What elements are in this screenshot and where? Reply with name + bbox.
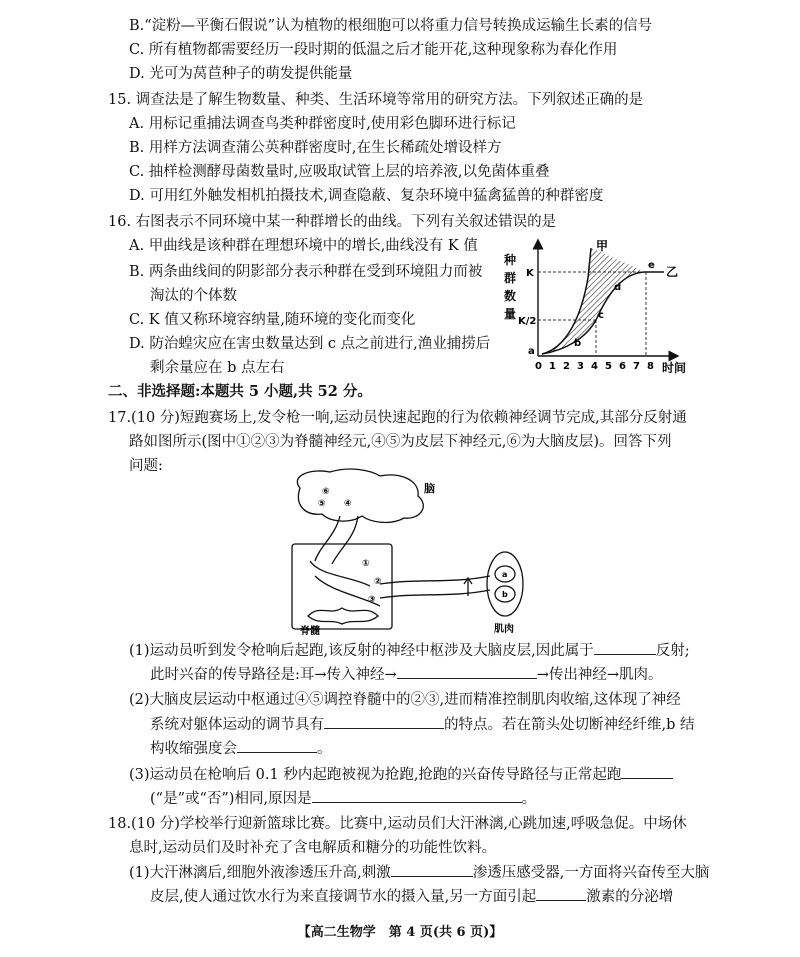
x-tick-4: 4 bbox=[591, 361, 598, 372]
node-4: ④ bbox=[344, 499, 352, 509]
option-b-q15: B. 用样方法调查蒲公英种群密度时,在生长稀疏处增设样方 bbox=[129, 140, 502, 156]
q17-3-text-a: (3)运动员在枪响后 0.1 秒内起跑被视为抢跑,抢跑的兴奋传导路径与正常起跑 bbox=[129, 767, 622, 783]
option-c-q16: C. K 值又称环境容纳量,随环境的变化而变化 bbox=[129, 312, 416, 328]
question-18-stem-2: 息时,运动员们及时补充了含电解质和糖分的功能性饮料。 bbox=[129, 840, 497, 856]
point-d: d bbox=[614, 282, 622, 293]
option-c-q15: C. 抽样检测酵母菌数量时,应吸取试管上层的培养液,以免菌体重叠 bbox=[129, 164, 550, 180]
q17-2-text-b: 系统对躯体运动的调节具有 bbox=[150, 717, 324, 733]
option-c-q14: C. 所有植物都需要经历一段时期的低温之后才能开花,这种现象称为春化作用 bbox=[129, 42, 618, 58]
q17-3-blank-1[interactable] bbox=[621, 764, 673, 779]
q18-part1-line1 bbox=[129, 862, 709, 883]
x-tick-0: 0 bbox=[535, 361, 542, 372]
brain-outline bbox=[297, 469, 423, 522]
option-a-q16: A. 甲曲线是该种群在理想环境中的增长,曲线没有 K 值 bbox=[129, 238, 478, 254]
x-tick-2: 2 bbox=[563, 361, 570, 372]
option-b-q16: B. 两条曲线间的阴影部分表示种群在受到环境阻力而被 bbox=[129, 264, 483, 280]
option-b-q16-cont: 淘汰的个体数 bbox=[150, 288, 237, 304]
x-tick-5: 5 bbox=[605, 361, 612, 372]
node-1: ① bbox=[362, 559, 370, 569]
q17-2-blank-2[interactable] bbox=[237, 738, 317, 753]
question-16-stem: 16. 右图表示不同环境中某一种群增长的曲线。下列有关叙述错误的是 bbox=[108, 214, 557, 230]
q18-1-text-d: 激素的分泌增 bbox=[586, 889, 674, 905]
y-axis-label-1: 种 bbox=[504, 253, 517, 267]
option-d-q14: D. 光可为莴苣种子的萌发提供能量 bbox=[129, 66, 353, 82]
x-tick-8: 8 bbox=[647, 361, 654, 372]
muscle bbox=[487, 552, 523, 616]
q17-1-blank-2[interactable] bbox=[397, 664, 537, 679]
curve-label-jia: 甲 bbox=[596, 239, 609, 253]
q18-1-blank-1[interactable] bbox=[391, 862, 473, 877]
page-footer: 【高二生物学 第 4 页(共 6 页)】 bbox=[297, 925, 503, 940]
q17-3-text-b: (“是”或“否”)相同,原因是 bbox=[150, 791, 312, 807]
point-a: a bbox=[528, 346, 535, 357]
grey-matter bbox=[308, 608, 378, 624]
muscle-part-b-label: b bbox=[502, 590, 508, 599]
neural-pathway-diagram bbox=[270, 466, 550, 636]
q17-part2-line3 bbox=[150, 738, 332, 759]
y-axis-label-4: 量 bbox=[504, 307, 517, 321]
point-c: c bbox=[598, 310, 604, 321]
q17-part1-line2 bbox=[150, 664, 663, 685]
y-axis-label-3: 数 bbox=[504, 289, 517, 303]
q17-part3-line1 bbox=[129, 764, 673, 785]
q18-part1-line2 bbox=[150, 886, 673, 907]
point-b: b bbox=[574, 338, 582, 349]
curve-label-yi: 乙 bbox=[666, 265, 679, 279]
q17-1-text-b: 反射; bbox=[655, 643, 690, 659]
option-b-q14: B.“淀粉—平衡石假说”认为植物的根细胞可以将重力信号转换成运输生长素的信号 bbox=[129, 18, 653, 34]
option-a-q15: A. 用标记重捕法调查鸟类种群密度时,使用彩色脚环进行标记 bbox=[129, 116, 516, 132]
x-tick-7: 7 bbox=[633, 361, 640, 372]
section-heading: 二、非选择题:本题共 5 小题,共 52 分。 bbox=[108, 383, 372, 400]
node-5: ⑤ bbox=[318, 499, 326, 509]
descending-tract bbox=[315, 516, 358, 564]
q17-2-blank-1[interactable] bbox=[324, 714, 444, 729]
x-tick-1: 1 bbox=[549, 361, 556, 372]
q17-1-text-d: →传出神经→肌肉。 bbox=[536, 667, 663, 683]
nerve-to-muscle bbox=[380, 576, 490, 598]
q18-1-text-c: 皮层,使人通过饮水行为来直接调节水的摄入量,另一方面引起 bbox=[150, 889, 537, 905]
brain-label: 脑 bbox=[424, 482, 435, 495]
node-6: ⑥ bbox=[322, 487, 330, 497]
spinal-cord-label: 脊髓 bbox=[300, 626, 320, 636]
y-tick-k: K bbox=[526, 268, 534, 279]
q17-1-text-c: 此时兴奋的传导路径是:耳→传入神经→ bbox=[150, 667, 397, 683]
option-d-q15: D. 可用红外触发相机拍摄技术,调查隐蔽、复杂环境中猛禽猛兽的种群密度 bbox=[129, 188, 604, 204]
option-d-q16-cont: 剩余量应在 b 点左右 bbox=[150, 360, 285, 376]
q17-2-text-d: 构收缩强度会 bbox=[150, 741, 237, 757]
question-17-stem: 17.(10 分)短跑赛场上,发令枪一响,运动员快速起跑的行为依赖神经调节完成,其部分反射通 bbox=[108, 410, 687, 426]
q17-3-text-c: 。 bbox=[521, 791, 537, 807]
point-e: e bbox=[648, 260, 655, 271]
population-growth-graph bbox=[496, 238, 706, 388]
q18-1-text-b: 渗透压感受器,一方面将兴奋传至大脑 bbox=[472, 865, 710, 881]
option-d-q16: D. 防治蝗灾应在害虫数量达到 c 点之前进行,渔业捕捞后 bbox=[129, 336, 491, 352]
question-15-stem: 15. 调查法是了解生物数量、种类、生活环境等常用的研究方法。下列叙述正确的是 bbox=[108, 92, 644, 108]
x-tick-6: 6 bbox=[619, 361, 626, 372]
x-tick-3: 3 bbox=[577, 361, 584, 372]
q17-3-blank-2[interactable] bbox=[312, 788, 522, 803]
question-18-stem: 18.(10 分)学校举行迎新篮球比赛。比赛中,运动员们大汗淋漓,心跳加速,呼吸急促。中场休 bbox=[108, 816, 687, 832]
q17-2-text-e: 。 bbox=[317, 741, 332, 757]
node-2: ② bbox=[374, 577, 382, 587]
muscle-part-a-label: a bbox=[502, 570, 508, 579]
q17-1-text-a: (1)运动员听到发令枪响后起跑,该反射的神经中枢涉及大脑皮层,因此属于 bbox=[129, 643, 594, 659]
muscle-label: 肌肉 bbox=[494, 624, 514, 635]
q17-1-blank-1[interactable] bbox=[594, 640, 656, 655]
y-tick-k-half: K/2 bbox=[518, 316, 537, 327]
q18-1-blank-2[interactable] bbox=[536, 886, 586, 901]
q17-part2-line2 bbox=[150, 714, 695, 735]
q17-2-text-c: 的特点。若在箭头处切断神经纤维,b 结 bbox=[444, 717, 695, 733]
node-3: ③ bbox=[368, 595, 376, 605]
x-axis-label: 时间 bbox=[662, 361, 687, 375]
question-17-stem-2: 路如图所示(图中①②③为脊髓神经元,④⑤为皮层下神经元,⑥为大脑皮层)。回答下列 bbox=[129, 434, 672, 450]
q18-1-text-a: (1)大汗淋漓后,细胞外液渗透压升高,刺激 bbox=[129, 865, 391, 881]
q17-part1-line1 bbox=[129, 640, 690, 661]
q17-part2-line1: (2)大脑皮层运动中枢通过④⑤调控脊髓中的②③,进而精准控制肌肉收缩,这体现了神经 bbox=[129, 692, 681, 708]
question-17-stem-3: 问题: bbox=[129, 458, 163, 474]
y-axis-label-2: 群 bbox=[504, 271, 517, 285]
q17-part3-line2 bbox=[150, 788, 536, 809]
